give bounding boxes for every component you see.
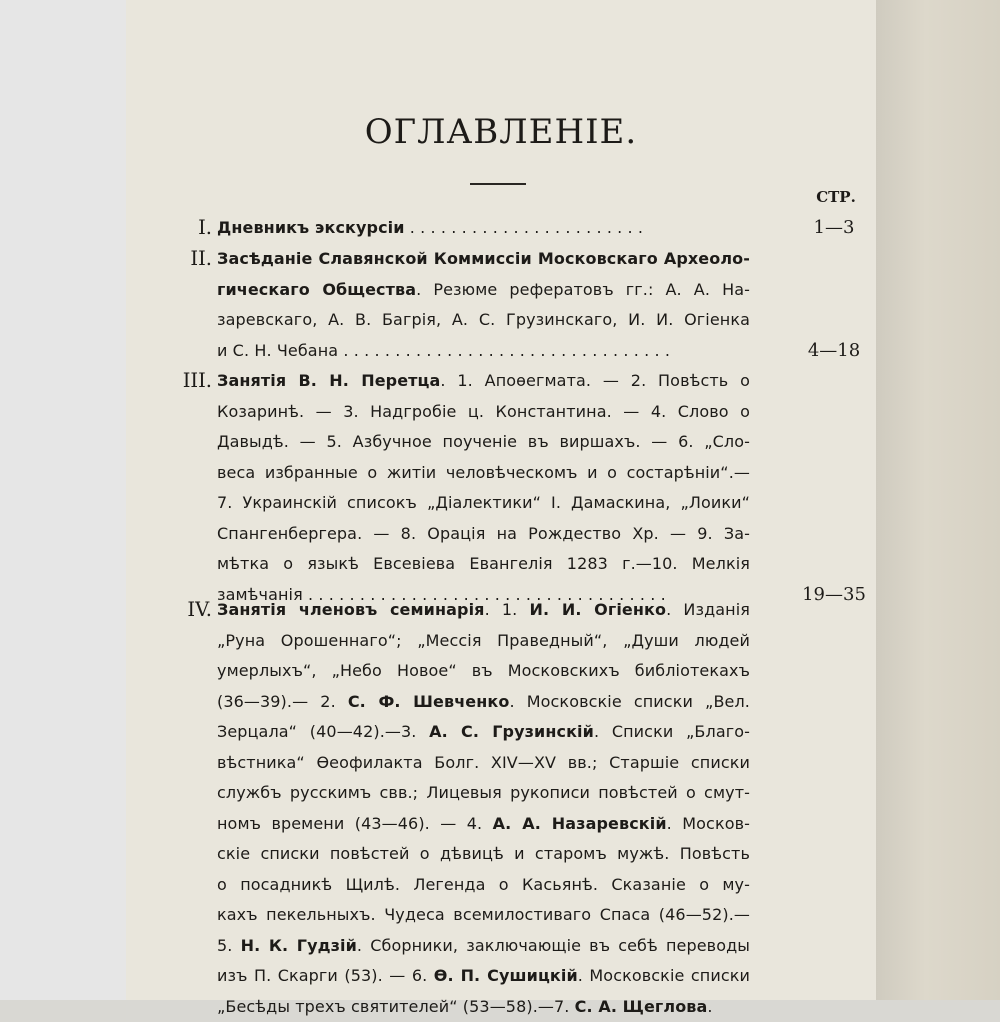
text-run: номъ времени (43—46). — 4. [217,814,493,833]
entry-line [217,213,737,244]
text-run: веса избранные о житiи человѣческомъ и о состарѣнiи“.— [217,463,750,482]
entry-line [217,748,750,779]
entry-line [217,397,750,428]
text-run: вѣстника“ Ѳеофилакта Болг. XIV—XV вв.; Старшiе списки [217,753,750,772]
entry-number: II. [150,244,212,275]
text-run: изъ П. Скарги (53). — 6. [217,966,434,985]
text-run: . Сборники, заключающiе въ себѣ переводы [357,936,750,955]
entry-line [217,549,750,580]
entry-line [217,244,750,275]
text-run: заревскаго, А. В. Багрiя, А. С. Грузинскаго, И. И. Огiенка [217,310,750,329]
text-run: . Списки „Благо- [594,722,750,741]
entry-line [217,778,750,809]
title-divider [470,183,526,185]
entry-line [217,809,750,840]
entry-line [217,488,750,519]
text-run: „Руна Орошеннаго“; „Мессiя Праведный“, „Души людей [217,631,750,650]
bold-text: Занятiя В. Н. Перетца [217,371,440,390]
text-run: (36—39).— 2. [217,692,348,711]
bold-text: Занятiя членовъ семинарiя [217,600,485,619]
text-run: „Бесѣды трехъ святителей“ (53—58).—7. [217,997,575,1016]
entry-line [217,519,750,550]
text-run: . . . . . . . . . . . . . . . . . . . . . . . [405,218,644,237]
entry-number: I. [150,213,212,244]
entry-line [217,870,750,901]
page-range: 19—35 [794,580,874,611]
entry-line [217,366,750,397]
text-run: . 1. Апоѳегмата. — 2. Повѣсть о [440,371,750,390]
entry-line [217,595,750,626]
entry-line [217,626,750,657]
text-run: . Изданiя [666,600,750,619]
entry-line [217,839,750,870]
bold-text: Засѣданiе Славянской Коммиссiи Московскаго Археоло- [217,249,750,268]
text-run: Давыдѣ. — 5. Азбучное поученiе въ виршахъ. — 6. „Сло- [217,432,750,451]
page-title: ОГЛАВЛЕНIЕ. [126,112,876,152]
text-run: 5. [217,936,241,955]
bold-text: С. Ф. Шевченко [348,692,510,711]
right-page-edge [876,0,1000,1000]
entry-line [217,931,750,962]
text-run: . Резюме рефератовъ гг.: А. А. На- [416,280,750,299]
entry-line [217,275,750,306]
text-run: о посадникѣ Щилѣ. Легенда о Касьянѣ. Сказанiе о му- [217,875,750,894]
entry-line [217,336,750,367]
bold-text: гическаго Общества [217,280,416,299]
text-run: службъ русскимъ свв.; Лицевыя рукописи повѣстей о смут- [217,783,750,802]
text-run: и С. Н. Чебана . . . . . . . . . . . . . . . . . . . . . . . . . . . . . . . . [217,341,670,360]
bold-text: Н. К. Гудзiй [241,936,357,955]
text-run: Козаринѣ. — 3. Надгробiе ц. Константина. — 4. Слово о [217,402,750,421]
left-background [0,0,126,1000]
text-run: 7. Украинскiй списокъ „Дiалектики“ I. Дамаскина, „Лоики“ [217,493,750,512]
text-run: . Московскiе списки [578,966,750,985]
bold-text: Дневникъ экскурсiи [217,218,405,237]
text-run: . [707,997,712,1016]
page-range: 4—18 [794,336,874,367]
entry-line [217,305,750,336]
entry-line [217,717,750,748]
text-run: мѣтка о языкѣ Евсевiева Евангелiя 1283 г.—10. Мелкiя [217,554,750,573]
entry-number: IV. [150,595,212,626]
text-run: замѣчанiя . . . . . . . . . . . . . . . . . . . . . . . . . . . . . . . . . . . [217,585,666,604]
text-run: . Московскiе списки „Вел. [509,692,750,711]
book-page [126,0,876,1000]
entry-line [217,427,750,458]
entry-line [217,656,750,687]
text-run: Спангенбергера. — 8. Орацiя на Рождество Хр. — 9. За- [217,524,750,543]
entry-line [217,687,750,718]
bold-text: А. С. Грузинскiй [429,722,594,741]
text-run: Зерцала“ (40—42).—3. [217,722,429,741]
entry-line [217,961,750,992]
entry-number: III. [150,366,212,397]
bold-text: А. А. Назаревскiй [493,814,667,833]
bold-text: И. И. Огiенко [530,600,667,619]
text-run: скiе списки повѣстей о дѣвицѣ и старомъ мужѣ. Повѣсть [217,844,750,863]
text-run: . 1. [485,600,530,619]
bold-text: С. А. Щеглова [575,997,708,1016]
entry-line [217,992,717,1022]
entry-line [217,458,750,489]
page-range: 1—3 [794,213,874,244]
pages-column-header: СТР. [816,188,856,206]
bold-text: Ѳ. П. Сушицкiй [434,966,578,985]
text-run: . Москов- [667,814,750,833]
text-run: кахъ пекельныхъ. Чудеса всемилостиваго Спаса (46—52).— [217,905,750,924]
text-run: умерлыхъ“, „Небо Новое“ въ Московскихъ библiотекахъ [217,661,750,680]
entry-line [217,900,750,931]
